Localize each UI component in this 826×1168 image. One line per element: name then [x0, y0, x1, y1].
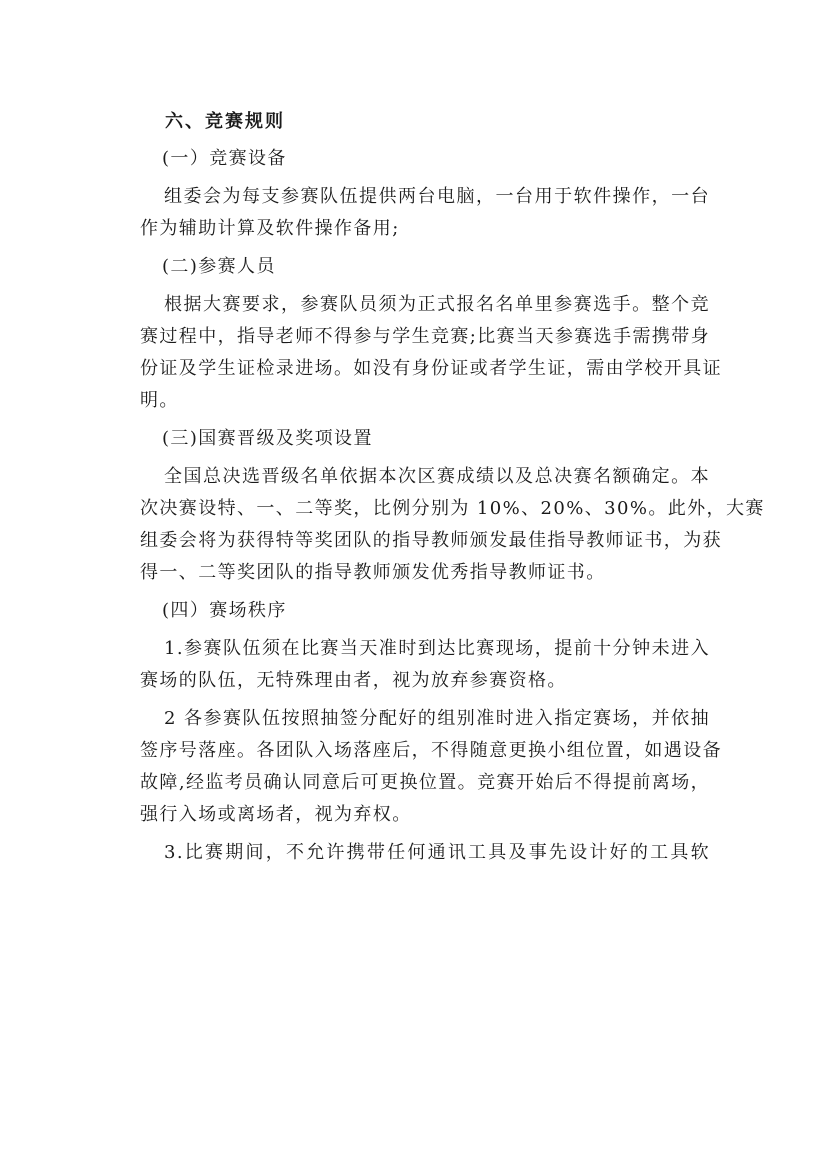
paragraph-line: 强行入场或离场者，视为弃权。: [140, 804, 412, 825]
paragraph-line: 份证及学生证检录进场。如没有身份证或者学生证，需由学校开具证: [140, 358, 722, 379]
paragraph-line: 全国总决选晋级名单依据本次区赛成绩以及总决赛名额确定。本: [164, 466, 710, 487]
paragraph-participants: [140, 289, 722, 417]
section-title: 六、竞赛规则: [165, 111, 285, 132]
paragraph-equipment: [140, 181, 710, 245]
paragraph-line: 2 各参赛队伍按照抽签分配好的组别准时进入指定赛场，并依抽: [164, 708, 710, 729]
document-body: [140, 106, 765, 869]
subsection-title-order: (四）赛场秩序: [162, 600, 287, 621]
paragraph-line: 故障,经监考员确认同意后可更换位置。竞赛开始后不得提前离场，: [140, 772, 710, 793]
paragraph-order-2: [140, 703, 722, 831]
paragraph-line: 明。: [140, 390, 179, 411]
subsection-title-equipment: (一）竞赛设备: [162, 148, 287, 169]
paragraph-order-3: [140, 837, 710, 869]
paragraph-line: 作为辅助计算及软件操作备用;: [140, 218, 400, 239]
paragraph-line: 3.比赛期间，不允许携带任何通讯工具及事先设计好的工具软: [164, 842, 710, 863]
paragraph-line: 1.参赛队伍须在比赛当天准时到达比赛现场，提前十分钟未进入: [164, 638, 710, 659]
paragraph-line: 赛过程中，指导老师不得参与学生竞赛;比赛当天参赛选手需携带身: [140, 326, 711, 347]
paragraph-line: 组委会将为获得特等奖团队的指导教师颁发最佳指导教师证书，为获: [140, 530, 722, 551]
paragraph-line: 次决赛设特、一、二等奖，比例分别为 10%、20%、30%。此外，大赛: [140, 498, 765, 519]
subsection-title-awards: (三)国赛晋级及奖项设置: [162, 428, 373, 449]
paragraph-line: 赛场的队伍，无特殊理由者，视为放弃参赛资格。: [140, 670, 567, 691]
subsection-title-participants: (二)参赛人员: [162, 256, 276, 277]
paragraph-awards: [140, 461, 765, 589]
paragraph-line: 得一、二等奖团队的指导教师颁发优秀指导教师证书。: [140, 562, 606, 583]
paragraph-order-1: [140, 633, 710, 697]
paragraph-line: 组委会为每支参赛队伍提供两台电脑，一台用于软件操作，一台: [164, 186, 710, 207]
paragraph-line: 签序号落座。各团队入场落座后，不得随意更换小组位置，如遇设备: [140, 740, 722, 761]
paragraph-line: 根据大赛要求，参赛队员须为正式报名名单里参赛选手。整个竞: [164, 294, 710, 315]
